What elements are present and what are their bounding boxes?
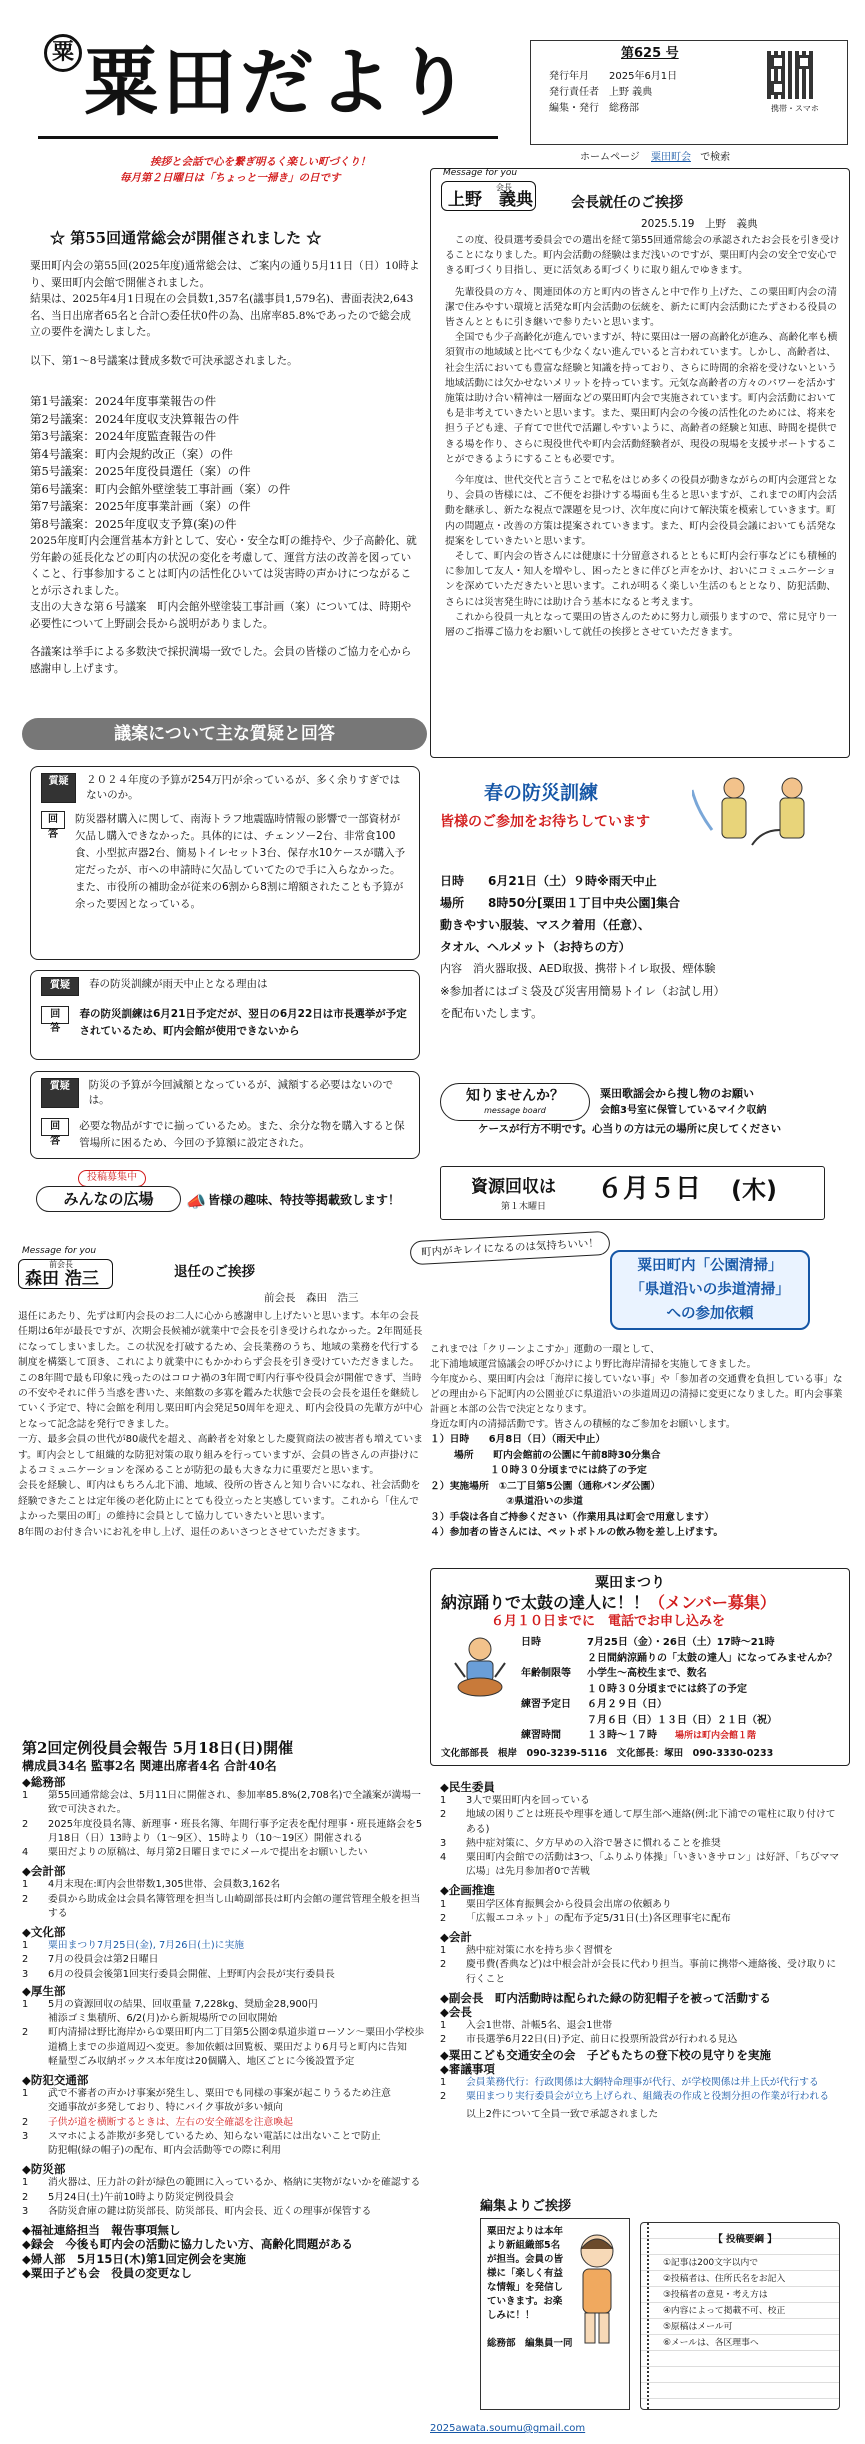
answer-text: 春の防災訓練は6月21日予定だが、翌日の6月22日は市長選挙が予定されているため、町内会館が使用できないから	[79, 1007, 407, 1037]
president-body: この度、役員選考委員会での選出を経て第55回通常総会の承認されたお会長を引き受けることになりました。町内会活動の経験はまだ浅いのですが、粟田町内会の安全で安心できる町づくり目指し、更に活気ある町づくりに取り組んでゆきます。 先輩役員の方々、関連団体の方と町内の皆さんと中で作り上げた、この粟田町内会の清潔で住みやすい環境と活発な町内会活動の伝統を、新たに町内会活動にたずさわる役員の皆さんとともに引き継いで参りたいと思います。 全国でも少子高齢化が進んでいますが、特に粟田は一層の高齢化が進み、高齢化率も横須賀市の地域域と比べても少なくない進んでいると言われています。しかし、高齢者は、社会生活においても豊富な経験と知識を持っており、さらに時間的余裕を受けないという地域活動には欠かせないメリットを持っています。元気な高齢者の方々のパワーを活かす施策は助け合い精神は一層面などの粟田町内会で実施されています。町内会活動においても是非考えていきたいと思います。また、粟田町内会の今後の活性化のためには、将来を担う子ども達、子育てで世代で活躍しやすいように、高齢者の経験と知恵、時間を提供できる場を作り、さらに現役世代や町内会活動経験者が、現役の現場を支援サポートすることができるようにすることも必要です。 今年度は、世代交代と言うことで私をはじめ多くの役員が動きながらの町内会運営となり、会員の皆様には、ご不便をお掛けする場面も生ると思いますが、これまでの町内会活動を継承し、新たな視点で課題を見つけ、次年度に向けて解決策を模索していきます。町内の問題点・改善の方策は提案されていきます。また、町内会役員会議においても活発な提案をしていきたいと思います。 そして、町内会の皆さんには健康に十分留意されるとともに町内会行事などにも積極的に参加して友人・知人を増やし、困ったときに伴びと声をかけ、おいにコミュニケーションを深めていただきたいと思います。これが明るく楽しい生活のもととなり、防犯活動、さらには災害発生時には助け合う基本になると考えます。 これから役員一丸となって粟田の皆さんのために努力し頑張りますので、常に見守り一層のご指導ご協力をお願いして就任の挨拶とさせていただきます。	[445, 235, 840, 639]
issue-number: 第625 号	[621, 46, 679, 61]
megaphone-icon: 📣	[186, 1192, 206, 1211]
info-row: 発行年月 2025年6月1日	[549, 71, 678, 82]
meeting-p1: 粟田町内会の第55回(2025年度)通常総会は、ご案内の通り5月11日（日）10時より、粟田町内会館で開催されました。	[30, 260, 420, 289]
message-for-you-label: Message for you	[443, 168, 518, 178]
report-item: 2 委員から助成金は会員名簿管理を担当し山崎副部長は町内会館の運営管理全般を担当する	[22, 1893, 421, 1919]
drill-line: タオル、ヘルメット（お持ちの方）	[440, 940, 631, 954]
message-for-you-label: Message for you	[22, 1246, 97, 1256]
report-item: 1 5月の資源回収の結果、回収重量 7,228kg、奨励金28,900円	[22, 1999, 318, 2011]
president-title: 会長就任のご挨拶	[571, 195, 683, 211]
agenda-list	[30, 393, 420, 533]
submission-title: 【 投稿要綱 】	[713, 2234, 777, 2245]
masthead-rule	[38, 136, 498, 139]
section-heading: ◆厚生部	[22, 1983, 66, 1998]
qa-item	[30, 766, 420, 960]
report-item: 1 4月末現在:町内会世帯数1,305世帯、会員数3,162名	[22, 1879, 281, 1891]
meeting-p5: 支出の大きな第６号議案 町内会館外壁塗装工事計画（案）については、時期や必要性について上野副会長から説明がありました。	[30, 601, 412, 630]
report-item: 3 スマホによる詐欺が多発しているため、知らない電話には出ないことで防止	[22, 2130, 381, 2142]
cleanup-body: これまでは「クリーンよこすか」運動の一環として、 北下浦地域運営協議会の呼びかけにより野比海岸清掃を実施してきました。 今年度から、粟田町内会は「海岸に接していない事」や「参加者の交通費を負担している事」などの理由から下記町内の公園並びに県道沿いの歩道周辺の清掃に変更になりました。町内会事業計画と本部の公告で決定となります。 身近な町内の清掃活動です。皆さんの積極的なご参加をお願いします。 １）日時 6月8日（日）（雨天中止） 場所 町内会館前の公園に午前8時30分集合 １０時３０分頃までには終了の予定 ２）実施場所 ①二丁目第5公園（通称パンダ公園） ②県道沿いの歩道 ３）手袋は各自ご持参ください（作業用具は町会で用意します） ４）参加者の皆さんには、ペットボトルの飲み物を差し上げます。	[430, 1342, 850, 1541]
agenda-item: 第8号議案：2025年度収支予算(案)の件	[30, 516, 237, 531]
cleanup-section	[430, 1258, 850, 1562]
cleanup-title-box	[610, 1250, 810, 1330]
question-tag: 質疑	[41, 977, 79, 996]
section-heading: ◆婦人部 5月15日(木)第1回定例会を実施	[22, 2251, 246, 2266]
matsuri-headline: 納涼踊りで太鼓の達人に！！（メンバー募集）	[441, 1593, 776, 1612]
masthead-badge: 粟	[44, 34, 82, 72]
question-text: ２０２４年度の予算が254万円が余っているが、多く余りすぎではないのか。	[86, 774, 401, 802]
minna-text: 皆様の趣味、特技等掲載致します！	[208, 1193, 401, 1207]
report-note: 以上2件について全員一致で承認されました	[466, 2109, 659, 2121]
report-item: 1 第55回通常総会は、5月11日に開催され、参加率85.8%(2,708名)で全議案が満場一致で可決された。	[22, 1790, 421, 1816]
meeting-p2: 結果は、2025年4月1日現在の会員数1,357名(議事員1,579名)、書面表決2,643名、当日出席者65名と合計○委任状0件の為、出席率85.8%であったので総会成立の要件を満たしました。	[30, 293, 414, 338]
report-item: 3 6月の役員会後第1回実行委員会開催、上野町内会長が実行委員長	[22, 1968, 335, 1980]
minna-title-box: みんなの広場	[36, 1186, 181, 1212]
report-item: 補添ゴミ集積所、6/2(月)から新規場所での回収開始	[48, 2013, 278, 2025]
matsuri-time: 練習時間 １３時～１７時 場所は町内会館１階	[521, 1730, 757, 1741]
drill-place-line: 場所 8時50分[粟田１丁目中央公園]集合	[440, 896, 681, 910]
agenda-item: 第2号議案：2024年度収支決算報告の件	[30, 411, 240, 426]
cleanup-title3: への参加依頼	[666, 1306, 754, 1322]
recycle-box	[440, 1166, 825, 1220]
slogan-1: 挨拶と会話で心を繋ぎ明るく楽しい町づくり！	[150, 156, 371, 168]
info-row: 編集・発行 総務部	[549, 103, 639, 114]
drill-date-line: 日時 6月21日（土）９時※雨天中止	[440, 874, 657, 888]
report-item: 2 地域の困りごとは班長や理事を通して厚生部へ連絡(例:北下浦での電柱に取り付けてある)	[440, 1809, 836, 1835]
report-item: 1 3人で粟田町内を回っている	[440, 1795, 590, 1807]
recycle-text: 資源回収は	[471, 1177, 556, 1197]
report-item: 2 町内清掃は野比海岸から①粟田町内二丁目第5公園②県道歩道ローソン～粟田小学校歩道橋上までの歩道周辺へ変更。参加依頼は回覧板、粟田だより6月号と町内に告知	[22, 2027, 425, 2053]
issue-info	[549, 69, 677, 117]
retire-title: 退任のご挨拶	[174, 1264, 255, 1280]
editor-message: 粟田だよりは本年より新組織部5名が担当。会員の皆様に「楽しく有益な情報」を発信していきます。お楽しみに！！	[487, 2226, 564, 2321]
report-item: 軽量型ごみ収納ボックス本年度は20個購入、地区ごとに今後設置予定	[48, 2055, 355, 2067]
matsuri-details: 日時 7月25日（金）・26日（土）17時～21時 ２日間納涼踊りの「太鼓の達人」になってみませんか？ 年齢制限等 小学生～高校生まで、数名 １０時３０分頃までには終了の予定 練習予定日 ６月２９日（日） ７月６日（日）１３日（日）２１日（祝） 練習時間 １３時～１７時 場所は町内会館１階	[521, 1635, 841, 1745]
submission-note: ②投稿者は、住所氏名をお記入	[663, 2273, 786, 2284]
submission-note: ⑤原稿はメール可	[663, 2321, 733, 2332]
submission-note: ①記事は200文字以内で	[663, 2257, 759, 2268]
drill-line: 内容 消火器取扱、AED取扱、携帯トイレ取扱、煙体験	[440, 962, 716, 975]
notice-line2: ケースが行方不明です。心当りの方は元の場所に戻してください	[478, 1123, 782, 1135]
report-item: 1 入会1世帯、計帳5名、退会1世帯	[440, 2020, 613, 2032]
answer-tag: 回答	[41, 811, 65, 829]
submission-note: ③投稿者の意見・考え方は	[663, 2289, 768, 2300]
report-item: 2 「広報エコネット」の配布予定5/31日(土)各区理事宅に配布	[440, 1912, 731, 1924]
agenda-item: 第4号議案：町内会規約改正（案）の件	[30, 446, 233, 461]
report-item: 2 子供が道を横断するときは、左右の安全確認を注意喚起	[22, 2116, 293, 2128]
retire-body: 退任にあたり、先ずは町内会長のお二人に心から感謝申し上げたいと思います。本年の会長任期は6年が最長ですが、次期会長候補が就業中で会長を引き受けられなかった。2年間延長になってしまいました。この状況を打破するため、会長業務のうち、地域の業務を代行する制度を構築して頂き、これにより就業中にもかかわらず会長を引き受けていただきました。 この8年間で最も印象に残ったのはコロナ禍の3年間で町内行事や役員会が開催できず、当時の不安やそれに伴う当惑を書いた、来館数の多寡を鑑みた状態で会長の会長を退任を継続していく予定で、特に会館を利用し粟田町内会発足50周年を迎え、町内会役員の先輩方が中心となって記念誌を発行できました。 一方、最多会員の世代が80歳代を超え、高齢者を対象とした慶賀商法の被害者も増えています。町内会として組織的な防犯対策の取り組みを行っていますが、会員の皆さんの声掛けによるコミュニケーションを深めることが防犯の最も大きな力に重要だと思います。 会長を経験し、町内はもちろん北下浦、地域、役所の皆さんと知り合いになれ、社会活動を経験できたことは定年後の老化防止にとても役立ったと実感しています。これから「住んでよかった粟田の町」の維持に会員として協力していきたいと思います。 8年間のお付き合いにお礼を申し上げ、退任のあいさつとさせていただきます。	[18, 1311, 423, 1538]
matsuri-contact: 文化部部長 根岸 090-3239-5116 文化部長：塚田 090-3330-0233	[441, 1748, 774, 1759]
qa-item	[30, 1071, 420, 1159]
matsuri-box	[430, 1568, 850, 1766]
section-heading: ◆総務部	[22, 1775, 66, 1789]
question-tag: 質疑	[41, 773, 76, 803]
president-role: 会長	[496, 183, 512, 192]
drill-subtitle: 皆様のご参加をお待ちしています	[440, 814, 650, 830]
section-heading: ◆審議事項	[440, 2061, 495, 2076]
masthead-title: 粟田だより	[84, 40, 474, 126]
qa-item	[30, 970, 420, 1060]
report-item: 3 熱中症対策に、夕方早めの入浴で暑さに慣れることを推奨	[440, 1837, 721, 1849]
editor-title: 編集よりご挨拶	[480, 2199, 572, 2214]
notice-bubble	[440, 1083, 590, 1121]
report-item: 防犯帽(緑の帽子)の配布、町内会活動等での際に利用	[48, 2145, 281, 2157]
matsuri-age: 年齢制限等 小学生～高校生まで、数名	[521, 1668, 707, 1679]
answer-tag: 回答	[41, 1118, 69, 1136]
matsuri-date: 日時 7月25日（金）・26日（土）17時～21時	[521, 1637, 775, 1648]
slogan-2: 毎月第２日曜日は「ちょっと一掃き」の日です	[120, 172, 341, 184]
president-greeting	[430, 168, 850, 758]
retire-sig: 前会長 森田 浩三	[264, 1292, 359, 1304]
firefighter-illustration	[692, 770, 842, 860]
cleanup-title1: 粟田町内「公園清掃」	[637, 1258, 783, 1274]
officers-report	[22, 1738, 427, 2280]
hp-search-link[interactable]: 粟田町会	[651, 152, 691, 163]
meeting-body	[30, 258, 420, 677]
answer-tag: 回答	[41, 1006, 69, 1024]
section-heading: ◆録会 今後も町内会の活動に協力したい方、高齢化問題がある	[22, 2237, 353, 2252]
submission-note: ⑥メールは、各区理事へ	[663, 2337, 759, 2348]
cleanup-banner: 町内がキレイになるのは気持ちいい！	[410, 1231, 611, 1265]
retire-role: 前会長	[49, 1260, 73, 1269]
section-heading: ◆防災部	[22, 2162, 66, 2177]
girl-illustration	[567, 2229, 627, 2349]
section-heading: ◆会長	[440, 2005, 472, 2020]
notice-bubble-sub: message board	[484, 1106, 546, 1115]
drill-title: 春の防災訓練	[484, 782, 599, 804]
editor-email[interactable]: 2025awata.soumu@gmail.com	[430, 2423, 586, 2434]
matsuri-deadline: ６月１０日までに 電話でお申し込みを	[491, 1614, 726, 1629]
president-name: 上野 義典	[448, 190, 533, 210]
qr-code[interactable]	[767, 51, 815, 99]
notice-line1: 会館3号室に保管しているマイク収納	[600, 1105, 767, 1116]
recycle-date: ６月５日	[597, 1174, 702, 1204]
issue-info-box	[530, 40, 848, 145]
meeting-p4: 2025年度町内会運営基本方針として、安心・安全な町の維持や、少子高齢化、就労年齢の延長化などの町内の状況の変化を考慮して、運営方法の改善を図っていくこと、行事参加することは町内の活性化ひいては災害時の声かけにつながることが示されました。	[30, 535, 417, 597]
section-heading: ◆粟田子ども会 役員の変更なし	[22, 2265, 192, 2280]
drill-line: ※参加者にはゴミ袋及び災害用簡易トイレ（お試し用）	[440, 984, 726, 998]
answer-text: 防災器材購入に関して、南海トラフ地震臨時情報の影響で一部資材が欠品し購入できなかった。具体的には、チェンソー2台、非常食100食、小型拡声器2台、簡易トイレセット3台、保存水10ケースが購入予定だったが、市への申請時に欠品していてたので手に入らなかった。また、市役所の補助金が従来の6割から8割に増額されたことも予算が余った要因となっている。	[75, 813, 406, 911]
info-row: 発行責任者 上野 義典	[549, 87, 653, 98]
meeting-p3: 以下、第1～8号議案は賛成多数で可決承認されました。	[30, 354, 298, 367]
notebook-icon	[640, 2222, 840, 2410]
notice-title: 粟田歌謡会から捜し物のお願い	[600, 1087, 754, 1100]
hp-label: ホームページ	[580, 152, 640, 163]
recycle-sub: 第１木曜日	[501, 1202, 547, 1212]
section-heading: ◆企画推進	[440, 1883, 495, 1898]
drummer-illustration	[445, 1633, 515, 1699]
officers-title: 第2回定例役員会報告 5月18日(日)開催	[22, 1739, 294, 1757]
minna-tag: 投稿募集中	[78, 1170, 146, 1187]
report-item: 3 各防災倉庫の鍵は防災部長、防災部長、町内会長、近くの理事が保管する	[22, 2205, 372, 2217]
report-item: 1 武で不審者の声かけ事案が発生し、粟田でも同様の事案が起こりうるため注意	[22, 2088, 391, 2100]
report-item: 4 粟田だよりの原稿は、毎月第2日曜日までにメールで提出をお願いしたい	[22, 1847, 368, 1859]
section-heading: ◆福祉連絡担当 報告事項無し	[22, 2223, 181, 2238]
section-heading: ◆副会長 町内活動時は配られた緑の防犯帽子を被って活動する	[440, 1990, 771, 2005]
hp-suffix: で検索	[700, 152, 731, 163]
qr-caption: 携帯・スマホ	[771, 104, 819, 113]
retire-section	[14, 1245, 424, 1715]
masthead	[18, 18, 518, 168]
section-heading: ◆会計部	[22, 1864, 66, 1879]
agenda-item: 第3号議案：2024年度監査報告の件	[30, 429, 217, 443]
agenda-item: 第1号議案：2024年度事業報告の件	[30, 394, 217, 408]
editor-sig: 総務部 編集員一同	[487, 2338, 573, 2349]
report-item: 2 市長選挙6月22日(日)予定、前日に投票所設営が行われる見込	[440, 2034, 738, 2046]
report-item: 2 7月の役員会は第2日曜日	[22, 1954, 159, 1966]
president-name-box	[441, 181, 536, 211]
cleanup-title2: 「県道沿いの歩道清掃」	[630, 1282, 790, 1298]
drill-line: 動きやすい服装、マスク着用（任意）、	[440, 918, 651, 932]
report-item: 2 2025年度役員名簿、新理事・班長名簿、年間行事予定表を配付理事・班長連絡会を5月18日（日）13時より（1～9区）、15時より（10～19区）開催される	[22, 1818, 423, 1844]
question-text: 防災の予算が今回減額となっているが、減額する必要はないのでは。	[88, 1079, 394, 1107]
submission-note: ④内容によって掲載不可、校正	[663, 2305, 786, 2316]
homepage-line	[580, 151, 730, 166]
editor-box	[480, 2218, 630, 2410]
report-item: 1 熱中症対策に水を持ち歩く習慣を	[440, 1945, 613, 1957]
report-item: 1 粟田まつり7月25日(金), 7月26日(土)に実施	[22, 1940, 245, 1952]
qa-header: 議案について主な質疑と回答	[22, 718, 427, 750]
section-heading: ◆会計	[440, 1930, 472, 1945]
agenda-item: 第7号議案：2025年度事業計画（案）の件	[30, 499, 251, 513]
report-item: 4 粟田町内会館での活動は3つ、「ふりふり体操」「いきいきサロン」は好評、「ちびママ広場」は先月参加者0で苦戦	[440, 1852, 840, 1878]
report-item: 2 慶弔費(香典など)は中根会計が会長に代わり担当。事前に携帯へ連絡後、受け取りに行くこと	[440, 1959, 837, 1985]
report-item: 交通事故が多発しており、特にバイク事故が多い傾向	[48, 2102, 283, 2114]
section-heading: ◆防犯交通部	[22, 2073, 89, 2088]
meeting-title: ☆ 第55回通常総会が開催されました ☆	[50, 229, 322, 247]
recycle-day: (木)	[731, 1176, 777, 1204]
retire-name-box	[18, 1259, 113, 1289]
report-item: 1 粟田学区体育振興会から役員会出席の依頼あり	[440, 1898, 672, 1910]
cleanup-details: １）日時 6月8日（日）（雨天中止） 場所 町内会館前の公園に午前8時30分集合 １０時３０分頃までには終了の予定 ２）実施場所 ①二丁目第5公園（通称パンダ公園） ②県道沿いの歩道 ３）手袋は各自ご持参ください（作業用具は町会で用意します） ４）参加者の皆さんには、ペットボトルの飲み物を差し上げます。	[430, 1434, 724, 1538]
president-date: 2025.5.19 上野 義典	[641, 218, 758, 230]
section-heading: ◆文化部	[22, 1925, 66, 1940]
drill-section	[430, 770, 850, 1070]
officers-summary: 構成員34名 監事2名 関連出席者4名 合計40名	[22, 1759, 277, 1773]
report-item: 2 5月24日(土)午前10時より防災定例役員会	[22, 2191, 234, 2203]
agenda-item: 第5号議案：2025年度役員選任（案）の件	[30, 464, 251, 478]
report-item: 2 粟田まつり実行委員会が立ち上げられ、組織表の作成と役割分担の作業が行われる	[440, 2091, 830, 2103]
drill-details	[440, 870, 845, 1024]
agenda-item: 第6号議案：町内会館外壁塗装工事計画（案）の件	[30, 481, 291, 496]
retire-name: 森田 浩三	[25, 1269, 99, 1289]
report-item: 1 消火器は、圧力計の針が緑色の範囲に入っているか、格納に実物がないかを確認する	[22, 2177, 421, 2189]
report-item: 1 会員業務代行：行政関係は大網特命理事が代行、が学校関係は井上氏が代行する	[440, 2077, 819, 2089]
meeting-p6: 各議案は挙手による多数決で採択満場一致でした。会員の皆様のご協力を心から感謝申し上げます。	[30, 646, 412, 675]
matsuri-practice: 練習予定日 ６月２９日（日）	[521, 1699, 667, 1710]
section-heading: ◆粟田こども交通安全の会 子どもたちの登下校の見守りを実施	[440, 2047, 771, 2062]
question-text: 春の防災訓練が雨天中止となる理由は	[89, 978, 268, 990]
officers-report-continued	[440, 1780, 845, 2123]
matsuri-title: 粟田まつり	[595, 1575, 665, 1591]
section-heading: ◆民生委員	[440, 1780, 495, 1794]
drill-line: を配布いたします。	[440, 1006, 543, 1020]
question-tag: 質疑	[41, 1078, 79, 1108]
answer-text: 必要な物品がすでに揃っているため。また、余分な物を購入すると保管場所に困るため、今回の予算額に設定された。	[79, 1120, 405, 1150]
notice-bubble-title: 知りませんか？	[466, 1088, 564, 1104]
